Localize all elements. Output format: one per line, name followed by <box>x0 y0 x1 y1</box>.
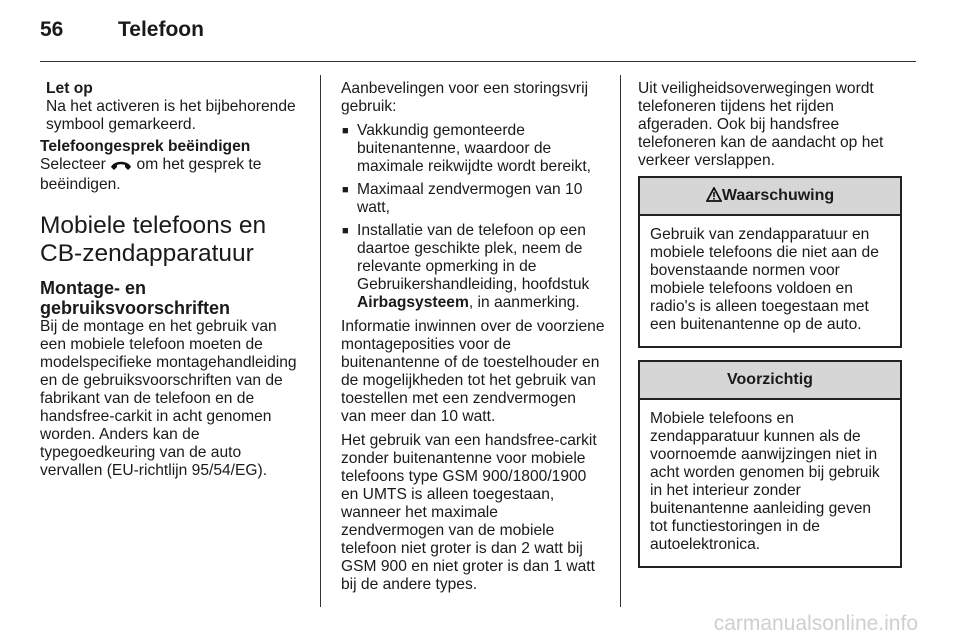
caution-box <box>638 360 902 568</box>
note-title: Let op <box>46 80 93 97</box>
page-header <box>40 18 204 42</box>
bullet-square-icon: ■ <box>342 184 349 196</box>
warning-text: Gebruik van zendapparatuur en mobiele telefoons die niet aan de bovenstaande normen voor mobiele telefoons voldoen en radio's is alleen toegestaan met een buitenantenne op de auto. <box>650 226 879 333</box>
mounting-paragraph: Bij de montage en het gebruik van een mobiele telefoon moeten de modelspecifieke montagehandleiding en de gebruiksvoorschriften van de fabrikant van de telefoon en de handsfree-carkit in acht genomen worden. Anders kan de typegoedkeuring van de auto vervallen (EU-richtlijn 95/54/EG). <box>40 318 297 479</box>
subheading-end-call: Telefoongesprek beëindigen <box>40 138 251 155</box>
watermark: carmanualsonline.info <box>713 612 918 635</box>
section-title: Mobiele telefoons en CB-zendapparatuur <box>40 212 267 267</box>
list-item-text-end: , in aanmerking. <box>468 294 580 311</box>
header-rule <box>40 61 916 62</box>
list-item <box>341 181 605 217</box>
note-text: Na het activeren is het bijbehorende symbool gemarkeerd. <box>46 98 296 133</box>
list-item-text: Installatie van de telefoon op een daartoe geschikte plek, neem de relevante opmerking in de Gebruikershandleiding, hoofdstuk <box>357 222 590 293</box>
column-1 <box>40 80 306 486</box>
caution-header: Voorzichtig <box>640 362 900 400</box>
subsection-title: Montage- en gebruiksvoorschriften <box>40 278 231 318</box>
recommendations-list <box>341 122 605 312</box>
warning-triangle-icon <box>706 180 722 216</box>
hang-up-icon <box>110 158 132 176</box>
bullet-square-icon: ■ <box>342 125 349 137</box>
end-call-paragraph <box>40 156 306 194</box>
handsfree-paragraph: Het gebruik van een handsfree-carkit zonder buitenantenne voor mobiele telefoons type GSM 900/1800/1900 en UMTS is alleen toegestaan, wanneer het maximale zendvermogen van de mobiele telefoon niet groter is dan 2 watt bij GSM 900 en niet groter is dan 1 watt bij de andere types. <box>341 432 597 593</box>
warning-title: Waarschuwing <box>721 187 835 204</box>
list-item-bold-ref: Airbagsysteem <box>357 294 469 311</box>
recommendations-intro: Aanbevelingen voor een storingsvrij gebruik: <box>341 80 589 115</box>
column-3 <box>638 80 902 576</box>
safety-paragraph: Uit veiligheidsoverwegingen wordt telefoneren tijdens het rijden afgeraden. Ook bij handsfree telefoneren kan de aandacht op het verkeer verslappen. <box>638 80 884 169</box>
info-paragraph: Informatie inwinnen over de voorziene montageposities voor de buitenantenne of de toestelhouder en de mogelijkheden tot het gebruik van toestellen met een zendvermogen van meer dan 10 watt. <box>341 318 605 425</box>
list-item-text: Maximaal zendvermogen van 10 watt, <box>357 181 583 216</box>
note-box <box>46 80 306 134</box>
warning-header <box>640 178 900 216</box>
end-call-text-post: om het gesprek te beëindigen. <box>40 156 262 193</box>
caution-text: Mobiele telefoons en zendapparatuur kunnen als de voornoemde aanwijzingen niet in acht worden genomen bij gebruik in het interieur zonder buitenantenne aanleiding geven tot functiestoringen in de autoelektronica. <box>650 410 880 553</box>
bullet-square-icon: ■ <box>342 225 349 237</box>
chapter-title: Telefoon <box>118 18 204 41</box>
page-number: 56 <box>40 18 64 41</box>
column-divider-2 <box>620 75 621 607</box>
end-call-text-pre: Selecteer <box>40 156 111 173</box>
list-item <box>341 222 605 312</box>
list-item <box>341 122 605 176</box>
column-2 <box>341 80 605 600</box>
warning-box <box>638 176 902 348</box>
column-divider-1 <box>320 75 321 607</box>
list-item-text: Vakkundig gemonteerde buitenantenne, waardoor de maximale reikwijdte wordt bereikt, <box>357 122 591 175</box>
